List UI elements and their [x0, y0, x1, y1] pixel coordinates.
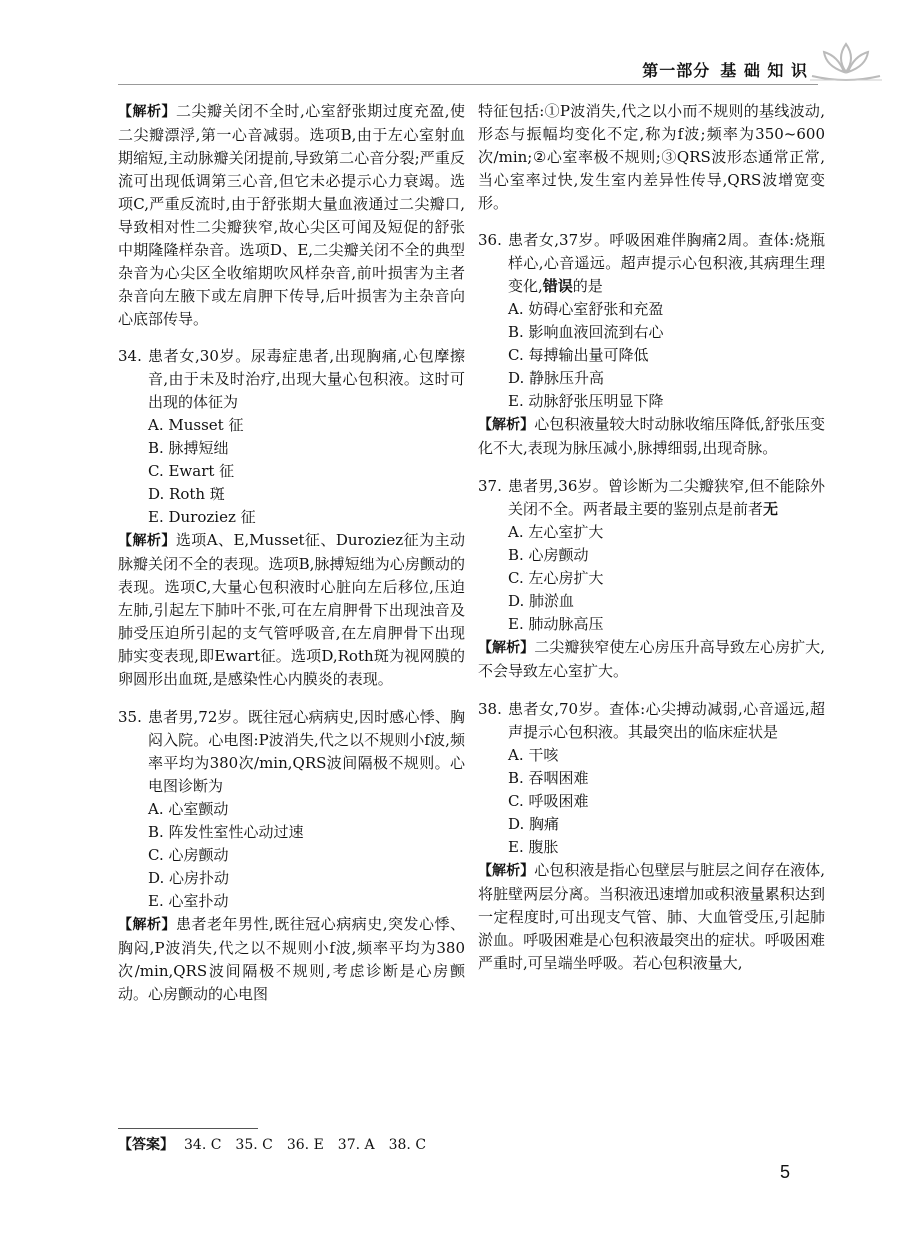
explanation-label: 【解析】 — [478, 863, 535, 879]
question-number: 37. — [478, 477, 502, 495]
question-number: 38. — [478, 700, 502, 718]
option-e: E. 腹胀 — [508, 838, 559, 856]
stem-text-end: 的是 — [572, 277, 603, 295]
option-a: A. 心室颤动 — [148, 800, 229, 818]
stem-text: 患者女,37岁。呼吸困难伴胸痛2周。查体:烧瓶样心,心音遥远。超声提示心包积液,其病理生理变化, — [508, 231, 825, 295]
header-rule — [118, 84, 818, 85]
option-d: D. Roth 斑 — [148, 485, 225, 503]
option-b: B. 影响血液回流到右心 — [508, 323, 664, 341]
question-explanation — [478, 413, 825, 460]
question-explanation — [478, 859, 825, 975]
option-a: A. Musset 征 — [148, 416, 244, 434]
option-c: C. 左心房扩大 — [508, 569, 604, 587]
question-stem — [508, 229, 825, 298]
option-c: C. 每搏输出量可降低 — [508, 346, 649, 364]
running-header — [588, 58, 808, 81]
question-number: 35. — [118, 708, 142, 726]
footer-rule — [118, 1128, 258, 1129]
option-e: E. 动脉舒张压明显下降 — [508, 392, 664, 410]
question-35 — [118, 706, 465, 1006]
option-a: A. 左心室扩大 — [508, 523, 604, 541]
option-d: D. 静脉压升高 — [508, 369, 605, 387]
explanation-label: 【解析】 — [478, 640, 535, 656]
stem-emphasis: 错误 — [542, 277, 573, 295]
question-stem: 患者男,72岁。既往冠心病病史,因时感心悸、胸闷入院。心电图:P波消失,代之以不规则小f波,频率平均为380次/min,QRS波间隔极不规则。心电图诊断为 — [148, 708, 465, 795]
question-explanation — [118, 913, 465, 1006]
question-36 — [478, 229, 825, 460]
header-subject: 基 础 知 识 — [720, 61, 808, 80]
option-a: A. 妨碍心室舒张和充盈 — [508, 300, 664, 318]
answer-key-label: 【答案】 — [118, 1137, 174, 1153]
option-d: D. 肺淤血 — [508, 592, 575, 610]
option-c: C. 心房颤动 — [148, 846, 229, 864]
right-column — [478, 100, 825, 990]
left-column — [118, 100, 465, 1021]
stem-emphasis: 无 — [763, 500, 779, 518]
explanation-label: 【解析】 — [118, 917, 176, 933]
question-34 — [118, 345, 465, 691]
option-b: B. 吞咽困难 — [508, 769, 589, 787]
option-e: E. Duroziez 征 — [148, 508, 256, 526]
question-explanation — [478, 636, 825, 683]
option-a: A. 干咳 — [508, 746, 559, 764]
explanation-label: 【解析】 — [478, 417, 535, 433]
explanation-text: 心包积液量较大时动脉收缩压降低,舒张压变化不大,表现为脉压减小,脉搏细弱,出现奇脉。 — [478, 415, 825, 457]
continued-explanation: 特征包括:①P波消失,代之以小而不规则的基线波动,形态与振幅均变化不定,称为f波;频率为350~600次/min;②心室率极不规则;③QRS波形态通常正常,当心室率过快,发生室内差异性传导,QRS波增宽变形。 — [478, 102, 825, 212]
explanation-text: 心包积液是指心包壁层与脏层之间存在液体,将脏壁两层分离。当积液迅速增加或积液量累积达到一定程度时,可出现支气管、肺、大血管受压,引起肺淤血。呼吸困难是心包积液最突出的症状。呼吸困难严重时,可呈端坐呼吸。若心包积液量大, — [478, 861, 825, 972]
question-explanation — [118, 529, 465, 691]
option-b: B. 心房颤动 — [508, 546, 589, 564]
explanation-label: 【解析】 — [118, 533, 176, 549]
header-section: 第一部分 — [642, 61, 711, 80]
stem-text: 患者男,36岁。曾诊断为二尖瓣狭窄,但不能除外关闭不全。两者最主要的鉴别点是前者 — [508, 477, 825, 518]
question-number: 36. — [478, 231, 502, 249]
option-c: C. Ewart 征 — [148, 462, 235, 480]
option-e: E. 心室扑动 — [148, 892, 229, 910]
explanation-text: 选项A、E,Musset征、Duroziez征为主动脉瓣关闭不全的表现。选项B,脉搏短绌为心房颤动的表现。选项C,大量心包积液时心脏向左后移位,压迫左肺,引起左下肺叶不张,可在左肩胛骨下出现浊音及肺受压迫所引起的支气管呼吸音,在左肩胛骨下出现肺实变表现,即Ewart征。选项D,Roth斑为视网膜的卵圆形出血斑,是感染性心内膜炎的表现。 — [118, 531, 466, 688]
question-38 — [478, 698, 825, 975]
question-stem — [508, 475, 825, 521]
answer-key-values: 34. C 35. C 36. E 37. A 38. C — [184, 1137, 427, 1153]
option-b: B. 脉搏短绌 — [148, 439, 229, 457]
option-d: D. 胸痛 — [508, 815, 560, 833]
answer-key — [118, 1134, 426, 1154]
option-b: B. 阵发性室性心动过速 — [148, 823, 304, 841]
lotus-logo-icon — [808, 36, 884, 86]
explanation-text: 二尖瓣关闭不全时,心室舒张期过度充盈,使二尖瓣漂浮,第一心音减弱。选项B,由于左心室射血期缩短,主动脉瓣关闭提前,导致第二心音分裂;严重反流可出现低调第三心音,但它未必提示心力衰竭。选项C,严重反流时,由于舒张期大量血液通过二尖瓣口,导致相对性二尖瓣狭窄,故心尖区可闻及短促的舒张中期隆隆样杂音。选项D、E,二尖瓣关闭不全的典型杂音为心尖区全收缩期吹风样杂音,前叶损害为主者杂音向左腋下或左肩胛下传导,后叶损害为主杂音向心底部传导。 — [118, 102, 465, 328]
page-number: 5 — [780, 1162, 791, 1182]
explanation-label: 【解析】 — [118, 104, 176, 120]
option-e: E. 肺动脉高压 — [508, 615, 604, 633]
option-d: D. 心房扑动 — [148, 869, 230, 887]
explanation-text: 二尖瓣狭窄使左心房压升高导致左心房扩大,不会导致左心室扩大。 — [478, 638, 825, 680]
question-number: 34. — [118, 347, 142, 365]
question-stem: 患者女,70岁。查体:心尖搏动减弱,心音遥远,超声提示心包积液。其最突出的临床症状是 — [508, 700, 825, 741]
intro-explanation — [118, 100, 465, 331]
question-37 — [478, 475, 825, 683]
question-stem: 患者女,30岁。尿毒症患者,出现胸痛,心包摩擦音,由于未及时治疗,出现大量心包积液。这时可出现的体征为 — [148, 347, 465, 411]
explanation-text: 患者老年男性,既往冠心病病史,突发心悸、胸闷,P波消失,代之以不规则小f波,频率平均为380次/min,QRS波间隔极不规则,考虑诊断是心房颤动。心房颤动的心电图 — [118, 915, 465, 1003]
option-c: C. 呼吸困难 — [508, 792, 589, 810]
